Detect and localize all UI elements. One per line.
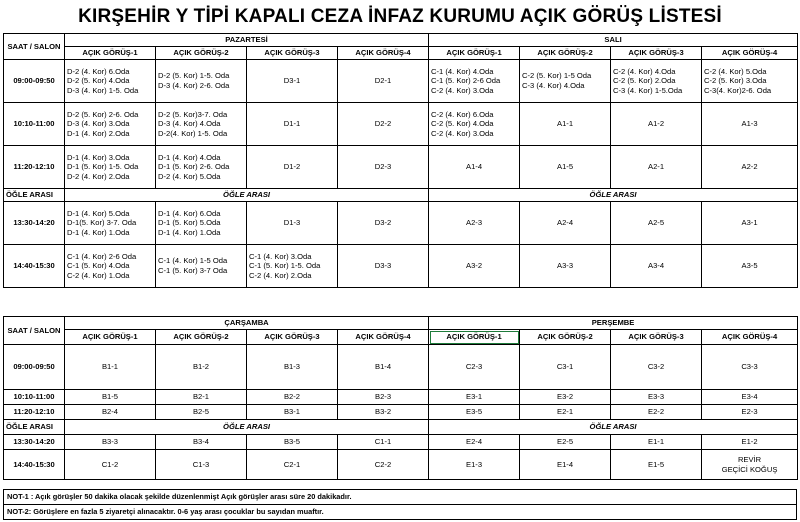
cell-line: E2-2 xyxy=(648,407,665,417)
cell-line: A3-2 xyxy=(466,261,483,271)
cell-line: E3-1 xyxy=(466,392,483,402)
schedule-cell xyxy=(520,450,611,480)
schedule-row xyxy=(4,435,798,450)
schedule-cell xyxy=(156,405,247,420)
cell-line: C-3 (4. Kor) 4.Oda xyxy=(522,81,585,90)
column-header: AÇIK GÖRÜŞ-1 xyxy=(65,47,156,60)
cell-line: B3-3 xyxy=(101,437,119,447)
cell-line: D-3 (4. Kor) 1-5. Oda xyxy=(67,85,139,95)
cell-line: A2-4 xyxy=(557,218,574,228)
schedule-cell xyxy=(702,390,798,405)
cell-line: REVİR xyxy=(737,454,762,464)
cell-line: E3-4 xyxy=(741,392,758,402)
schedule-row xyxy=(4,390,798,405)
schedule-cell xyxy=(338,345,429,390)
cell-line: C-1 (5. Kor) 4.Oda xyxy=(67,261,130,271)
schedule-cell xyxy=(611,345,702,390)
cell-line: D-2 (5. Kor) 4.Oda xyxy=(67,76,130,86)
schedule-cell xyxy=(65,435,156,450)
schedule-cell xyxy=(520,146,611,189)
schedule-cell xyxy=(247,245,338,288)
cell-line: E2-1 xyxy=(557,407,574,417)
cell-line: C-1 (4. Kor) 1-5 Oda xyxy=(158,256,228,266)
cell-line: C-2 (5. Kor) 3.Oda xyxy=(704,76,767,86)
cell-line: A1-4 xyxy=(466,162,483,172)
schedule-cell xyxy=(702,202,798,245)
cell-line: C-2 (5. Kor) 2.Oda xyxy=(613,76,676,86)
cell-line: B2-1 xyxy=(192,392,210,402)
schedule-cell xyxy=(611,103,702,146)
schedule-cell xyxy=(156,435,247,450)
note-1: NOT-1 : Açık görüşler 50 dakika olacak şekilde düzenlenmişt Açık görüşler arası süre 20 dakikadır. xyxy=(4,490,797,505)
cell-line: D-3 (4. Kor) 4.Oda xyxy=(158,119,221,129)
schedule-cell xyxy=(520,345,611,390)
cell-line: C-2 (4. Kor) 6.Oda xyxy=(431,109,494,119)
schedule-cell xyxy=(611,202,702,245)
cell-line: B2-3 xyxy=(375,392,392,402)
cell-line: D-1 (5. Kor) 1-5. Oda xyxy=(67,162,139,172)
schedule-cell xyxy=(338,103,429,146)
schedule-cell xyxy=(338,146,429,189)
cell-line: D-1 (4. Kor) 2.Oda xyxy=(67,128,130,138)
schedule-cell xyxy=(247,450,338,480)
corner-label: SAAT / SALON xyxy=(4,317,65,345)
schedule-cell xyxy=(429,435,520,450)
corner-label: SAAT / SALON xyxy=(4,34,65,60)
cell-line: D-2(4. Kor) 1-5. Oda xyxy=(158,128,228,138)
page-title: KIRŞEHİR Y TİPİ KAPALI CEZA İNFAZ KURUMU AÇIK GÖRÜŞ LİSTESİ xyxy=(78,6,722,27)
schedule-cell xyxy=(338,390,429,405)
cell-line: A3-5 xyxy=(741,261,758,271)
schedule-cell xyxy=(429,60,520,103)
time-slot-label: 14:40-15:30 xyxy=(4,450,65,480)
schedule-cell xyxy=(702,103,798,146)
cell-line: D-3 (4. Kor) 2-6. Oda xyxy=(158,81,230,90)
schedule-cell xyxy=(520,435,611,450)
cell-line: D1-2 xyxy=(283,162,301,172)
schedule-cell xyxy=(65,245,156,288)
cell-line: B1-1 xyxy=(101,362,119,372)
column-header: AÇIK GÖRÜŞ-2 xyxy=(156,47,247,60)
schedule-cell xyxy=(520,405,611,420)
cell-line: E1-2 xyxy=(741,437,758,447)
cell-line: D-3 (4. Kor) 3.Oda xyxy=(67,119,130,129)
schedule-cell xyxy=(429,390,520,405)
column-header: AÇIK GÖRÜŞ-4 xyxy=(338,47,429,60)
time-slot-label: 09:00-09:50 xyxy=(4,345,65,390)
schedule-cell xyxy=(156,390,247,405)
lunch-break-thursday: ÖĞLE ARASI xyxy=(429,420,798,435)
cell-line: A1-2 xyxy=(648,119,665,129)
schedule-cell xyxy=(520,245,611,288)
lunch-row xyxy=(4,189,798,202)
schedule-cell xyxy=(65,390,156,405)
cell-line: C3-1 xyxy=(556,362,574,372)
lunch-row-label: ÖĞLE ARASI xyxy=(4,189,65,202)
schedule-cell xyxy=(702,245,798,288)
cell-line: C-2 (4. Kor) 5.Oda xyxy=(704,66,767,76)
lunch-row xyxy=(4,420,798,435)
schedule-cell xyxy=(247,202,338,245)
schedule-table-monday-tuesday xyxy=(3,33,798,288)
time-slot-label: 11:20-12:10 xyxy=(4,146,65,189)
schedule-cell xyxy=(429,202,520,245)
cell-line: E2-4 xyxy=(466,437,483,447)
cell-line: C2-2 xyxy=(374,459,392,469)
schedule-cell xyxy=(429,345,520,390)
cell-line: E1-3 xyxy=(466,459,483,469)
schedule-cell xyxy=(65,146,156,189)
schedule-row xyxy=(4,405,798,420)
schedule-cell xyxy=(338,245,429,288)
cell-line: C2-1 xyxy=(283,459,301,469)
cell-line: C-2 (4. Kor) 1.Oda xyxy=(67,270,130,280)
schedule-cell xyxy=(611,450,702,480)
cell-line: D-2 (5. Kor) 1-5. Oda xyxy=(158,71,230,81)
cell-line: D-1 (4. Kor) 4.Oda xyxy=(158,152,221,162)
cell-line: D3-3 xyxy=(374,261,392,271)
schedule-cell xyxy=(338,202,429,245)
schedule-cell xyxy=(702,405,798,420)
schedule-row xyxy=(4,146,798,189)
cell-line: D-1 (4. Kor) 3.Oda xyxy=(67,152,130,162)
schedule-row xyxy=(4,60,798,103)
column-header: AÇIK GÖRÜŞ-3 xyxy=(247,47,338,60)
column-header: AÇIK GÖRÜŞ-1 xyxy=(65,330,156,345)
schedule-cell xyxy=(65,405,156,420)
schedule-cell xyxy=(65,450,156,480)
bottom-rows-a xyxy=(4,345,798,420)
lunch-break-wednesday: ÖĞLE ARASI xyxy=(65,420,429,435)
cell-line: C-1 (4. Kor) 2-6 Oda xyxy=(67,251,137,261)
schedule-cell xyxy=(611,245,702,288)
cell-line: D1-3 xyxy=(283,218,301,228)
cell-line: E3-5 xyxy=(466,407,483,417)
cell-line: D-2 (5. Kor)3-7. Oda xyxy=(158,109,228,119)
column-header: AÇIK GÖRÜŞ-4 xyxy=(338,330,429,345)
column-header: AÇIK GÖRÜŞ-3 xyxy=(247,330,338,345)
cell-line: A3-3 xyxy=(557,261,574,271)
schedule-cell xyxy=(247,405,338,420)
schedule-cell xyxy=(247,146,338,189)
cell-line: B2-4 xyxy=(101,407,119,417)
schedule-cell xyxy=(247,60,338,103)
note-2: NOT-2: Görüşlere en fazla 5 ziyaretçi alınacaktır. 0-6 yaş arası çocuklar bu sayıdan muaftır. xyxy=(4,505,797,520)
column-header: AÇIK GÖRÜŞ-2 xyxy=(156,330,247,345)
cell-line: B2-5 xyxy=(192,407,210,417)
schedule-cell xyxy=(247,435,338,450)
cell-line: C-3(4. Kor)2-6. Oda xyxy=(704,85,772,95)
cell-line: D-1 (4. Kor) 6.Oda xyxy=(158,208,221,218)
day-header-monday: PAZARTESİ xyxy=(65,34,429,47)
time-slot-label: 10:10-11:00 xyxy=(4,103,65,146)
schedule-cell xyxy=(65,103,156,146)
cell-line: B3-4 xyxy=(192,437,210,447)
cell-line: B1-5 xyxy=(101,392,119,402)
cell-line: B3-2 xyxy=(375,407,392,417)
cell-line: B1-2 xyxy=(192,362,210,372)
cell-line: B3-1 xyxy=(283,407,301,417)
time-slot-label: 13:30-14:20 xyxy=(4,202,65,245)
cell-line: C-1 (5. Kor) 3-7 Oda xyxy=(158,266,228,275)
cell-line: C-2 (5. Kor) 4.Oda xyxy=(431,119,494,129)
schedule-cell xyxy=(247,345,338,390)
time-slot-label: 11:20-12:10 xyxy=(4,405,65,420)
cell-line: D-2 (4. Kor) 5.Oda xyxy=(158,171,221,181)
cell-line: B1-3 xyxy=(283,362,301,372)
schedule-cell xyxy=(156,60,247,103)
cell-line: A2-2 xyxy=(741,162,758,172)
schedule-row xyxy=(4,103,798,146)
schedule-cell xyxy=(429,405,520,420)
cell-line: C-2 (4. Kor) 2.Oda xyxy=(249,270,312,280)
bottom-rows-b xyxy=(4,435,798,480)
cell-line: B2-2 xyxy=(283,392,301,402)
cell-line: C1-3 xyxy=(192,459,210,469)
schedule-cell xyxy=(65,60,156,103)
day-header-tuesday: SALI xyxy=(429,34,798,47)
day-header-wednesday: ÇARŞAMBA xyxy=(65,317,429,330)
schedule-cell xyxy=(338,435,429,450)
schedule-cell xyxy=(520,390,611,405)
cell-line: E3-2 xyxy=(557,392,574,402)
schedule-cell xyxy=(702,435,798,450)
cell-line: D2-3 xyxy=(374,162,392,172)
cell-line: A3-4 xyxy=(648,261,665,271)
schedule-cell xyxy=(156,202,247,245)
schedule-cell xyxy=(702,450,798,480)
cell-line: D-2 (4. Kor) 6.Oda xyxy=(67,66,130,76)
schedule-table-wednesday-thursday xyxy=(3,316,798,480)
cell-line: A2-5 xyxy=(648,218,665,228)
cell-line: B1-4 xyxy=(375,362,392,372)
cell-line: D2-1 xyxy=(374,76,392,86)
schedule-row xyxy=(4,245,798,288)
cell-line: C3-2 xyxy=(647,362,665,372)
cell-line: C-1 (4. Kor) 4.Oda xyxy=(431,66,494,76)
cell-line: D-1 (5. Kor) 2-6. Oda xyxy=(158,162,230,172)
cell-line: E1-5 xyxy=(648,459,665,469)
schedule-cell xyxy=(156,450,247,480)
cell-line: D1-1 xyxy=(283,119,301,129)
schedule-cell xyxy=(338,60,429,103)
cell-line: E3-3 xyxy=(648,392,665,402)
time-slot-label: 13:30-14:20 xyxy=(4,435,65,450)
schedule-cell xyxy=(247,390,338,405)
schedule-cell xyxy=(611,405,702,420)
schedule-cell xyxy=(429,245,520,288)
time-slot-label: 10:10-11:00 xyxy=(4,390,65,405)
schedule-cell xyxy=(520,103,611,146)
cell-line: A1-5 xyxy=(557,162,574,172)
cell-line: D-1 (4. Kor) 1.Oda xyxy=(158,227,221,237)
column-header-selected[interactable]: AÇIK GÖRÜŞ-1 xyxy=(429,330,520,345)
cell-line: D2-2 xyxy=(374,119,392,129)
cell-line: E1-1 xyxy=(648,437,665,447)
cell-line: C-2 (5. Kor) 1-5 Oda xyxy=(522,71,592,81)
column-header: AÇIK GÖRÜŞ-1 xyxy=(429,47,520,60)
cell-line: C-3 (4. Kor) 1-5.Oda xyxy=(613,85,683,95)
schedule-cell xyxy=(156,103,247,146)
cell-line: D-1 (4. Kor) 5.Oda xyxy=(67,208,130,218)
column-header: AÇIK GÖRÜŞ-3 xyxy=(611,47,702,60)
cell-line: D-1 (5. Kor) 5.Oda xyxy=(158,218,221,228)
lunch-row-label: ÖĞLE ARASI xyxy=(4,420,65,435)
schedule-row xyxy=(4,202,798,245)
schedule-cell xyxy=(338,405,429,420)
cell-line: A2-3 xyxy=(466,218,483,228)
cell-line: D-1 (4. Kor) 1.Oda xyxy=(67,227,130,237)
column-header: AÇIK GÖRÜŞ-2 xyxy=(520,330,611,345)
cell-line: GEÇİCİ KOĞUŞ xyxy=(721,464,778,474)
cell-line: A1-3 xyxy=(741,119,758,129)
schedule-cell xyxy=(156,146,247,189)
lunch-break-tuesday: ÖĞLE ARASI xyxy=(429,189,798,202)
schedule-row xyxy=(4,450,798,480)
cell-line: D3-2 xyxy=(374,218,392,228)
cell-line: A1-1 xyxy=(557,119,574,129)
schedule-row xyxy=(4,345,798,390)
cell-line: A3-1 xyxy=(741,218,758,228)
cell-line: D-2 (5. Kor) 2-6. Oda xyxy=(67,109,139,119)
schedule-cell xyxy=(429,146,520,189)
schedule-cell xyxy=(611,435,702,450)
schedule-cell xyxy=(429,450,520,480)
cell-line: C-1 (4. Kor) 3.Oda xyxy=(249,251,312,261)
cell-line: C-2 (4. Kor) 3.Oda xyxy=(431,128,494,138)
schedule-cell xyxy=(520,60,611,103)
column-header: AÇIK GÖRÜŞ-2 xyxy=(520,47,611,60)
schedule-cell xyxy=(702,345,798,390)
schedule-cell xyxy=(520,202,611,245)
cell-line: E1-4 xyxy=(557,459,574,469)
schedule-cell xyxy=(156,245,247,288)
cell-line: C3-3 xyxy=(741,362,758,372)
schedule-cell xyxy=(702,60,798,103)
cell-line: E2-5 xyxy=(557,437,574,447)
column-header: AÇIK GÖRÜŞ-4 xyxy=(702,330,798,345)
schedule-cell xyxy=(611,60,702,103)
time-slot-label: 14:40-15:30 xyxy=(4,245,65,288)
lunch-break-monday: ÖĞLE ARASI xyxy=(65,189,429,202)
cell-line: D-1(5. Kor) 3-7. Oda xyxy=(67,218,137,228)
cell-line: D-2 (4. Kor) 2.Oda xyxy=(67,171,130,181)
schedule-cell xyxy=(611,146,702,189)
schedule-cell xyxy=(65,202,156,245)
cell-line: C1-2 xyxy=(101,459,119,469)
top-rows-a xyxy=(4,60,798,189)
cell-line: D3-1 xyxy=(283,76,301,86)
column-header: AÇIK GÖRÜŞ-4 xyxy=(702,47,798,60)
cell-line: C-2 (4. Kor) 4.Oda xyxy=(613,66,676,76)
cell-line: B3-5 xyxy=(283,437,301,447)
top-rows-b xyxy=(4,202,798,288)
cell-line: C-2 (4. Kor) 3.Oda xyxy=(431,85,494,95)
cell-line: C2-3 xyxy=(465,362,483,372)
cell-line: C1-1 xyxy=(374,437,392,447)
column-header: AÇIK GÖRÜŞ-3 xyxy=(611,330,702,345)
day-header-thursday: PERŞEMBE xyxy=(429,317,798,330)
schedule-cell xyxy=(247,103,338,146)
schedule-cell xyxy=(156,345,247,390)
schedule-cell xyxy=(429,103,520,146)
schedule-cell xyxy=(65,345,156,390)
schedule-cell xyxy=(611,390,702,405)
cell-line: E2-3 xyxy=(741,407,758,417)
schedule-cell xyxy=(702,146,798,189)
cell-line: A2-1 xyxy=(648,162,665,172)
time-slot-label: 09:00-09:50 xyxy=(4,60,65,103)
schedule-cell xyxy=(338,450,429,480)
cell-line: C-1 (5. Kor) 2-6 Oda xyxy=(431,76,501,86)
cell-line: C-1 (5. Kor) 1-5. Oda xyxy=(249,261,321,271)
notes-table xyxy=(3,489,797,520)
